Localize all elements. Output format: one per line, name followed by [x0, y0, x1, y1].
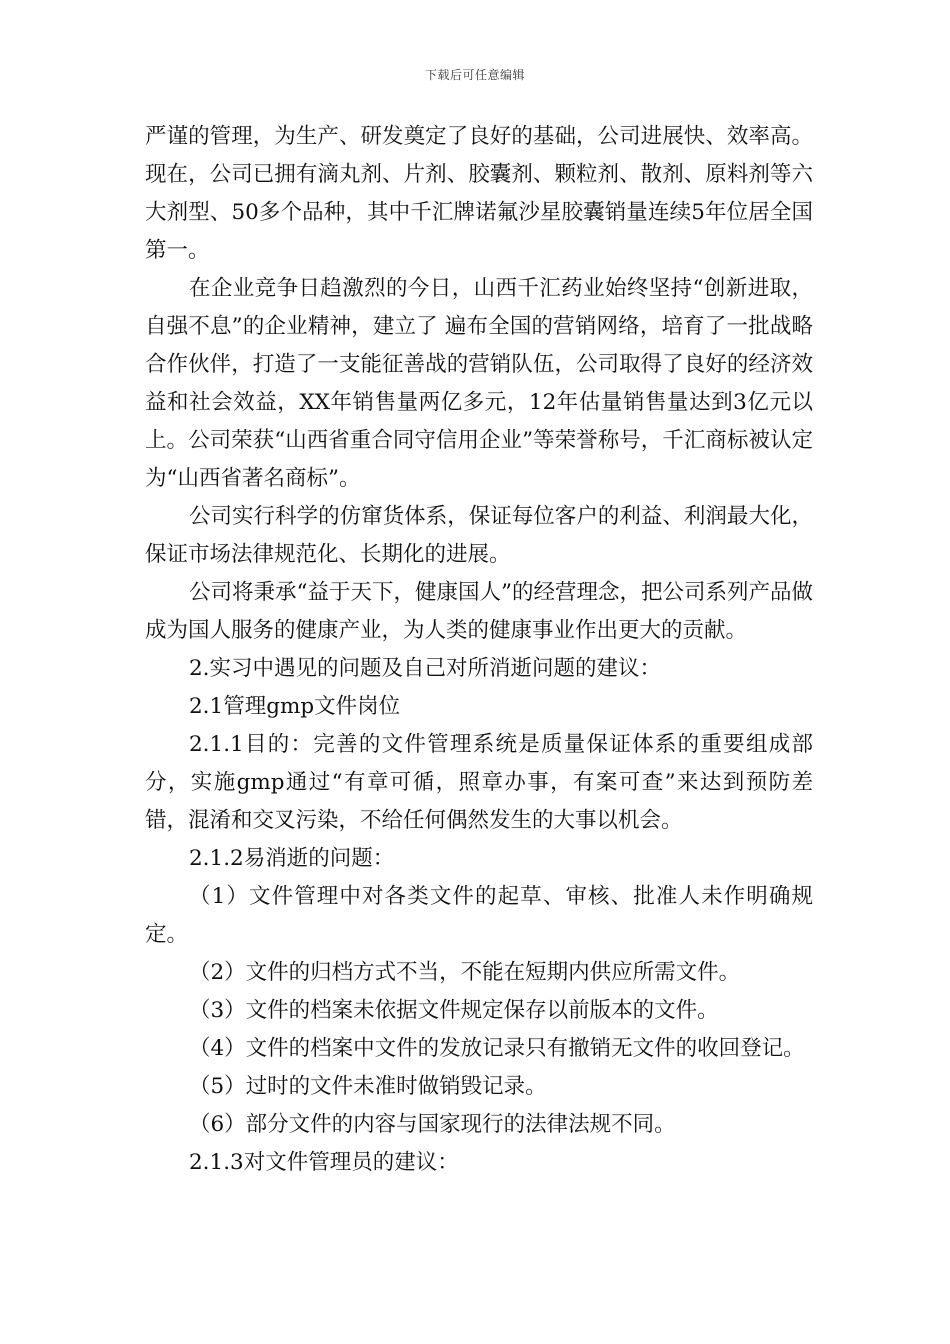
issue-list-item: （6）部分文件的内容与国家现行的法律法规不同。	[189, 1112, 676, 1137]
section-heading-2-1-2: 2.1.2易消逝的问题：	[189, 846, 395, 871]
paragraph-business-philosophy: 公司将秉承“益于天下，健康国人”的经营理念，把公司系列产品做成为国人服务的健康产业，为人类的健康事业作出更大的贡献。	[145, 580, 813, 643]
issue-list-item: （5）过时的文件未准时做销毁记录。	[189, 1074, 547, 1099]
section-heading-2: 2.实习中遇见的问题及自己对所消逝问题的建议：	[189, 656, 662, 681]
issue-list-item: （3）文件的档案未依据文件规定保存以前版本的文件。	[189, 998, 719, 1023]
paragraph-company-overview: 严谨的管理，为生产、研发奠定了良好的基础，公司进展快、效率高。现在，公司已拥有滴丸剂、片剂、胶囊剂、颗粒剂、散剂、原料剂等六大剂型、50多个品种，其中千汇牌诺氟沙星胶囊销量连续5年位居全国第一。	[145, 124, 813, 263]
section-heading-2-1: 2.1管理gmp文件岗位	[189, 694, 401, 719]
paragraph-2-1-1-purpose: 2.1.1目的：完善的文件管理系统是质量保证体系的重要组成部分，实施gmp通过“有章可循，照章办事，有案可查”来达到预防差错，混淆和交叉污染，不给任何偶然发生的大事以机会。	[145, 732, 813, 833]
page-header-watermark: 下载后可任意编辑	[424, 68, 525, 82]
issue-list-item: （1）文件管理中对各类文件的起草、审核、批准人未作明确规定。	[145, 884, 813, 947]
document-body	[145, 118, 813, 1182]
paragraph-enterprise-spirit: 在企业竞争日趋激烈的今日，山西千汇药业始终坚持“创新进取，自强不息”的企业精神，建立了 遍布全国的营销网络，培育了一批战略合作伙伴，打造了一支能征善战的营销队伍，公司取得了良好的经济效益和社会效益，XX年销售量两亿多元，12年估量销售量达到3亿元以上。公司荣获“山西省重合同守信用企业”等荣誉称号，千汇商标被认定为“山西省著名商标”。	[145, 276, 813, 491]
section-heading-2-1-3: 2.1.3对文件管理员的建议：	[189, 1150, 459, 1175]
issue-list-item: （2）文件的归档方式不当，不能在短期内供应所需文件。	[189, 960, 741, 985]
paragraph-anti-diversion-system: 公司实行科学的仿窜货体系，保证每位客户的利益、利润最大化，保证市场法律规范化、长期化的进展。	[145, 504, 813, 567]
issue-list-item: （4）文件的档案中文件的发放记录只有撤销无文件的收回登记。	[189, 1036, 805, 1061]
